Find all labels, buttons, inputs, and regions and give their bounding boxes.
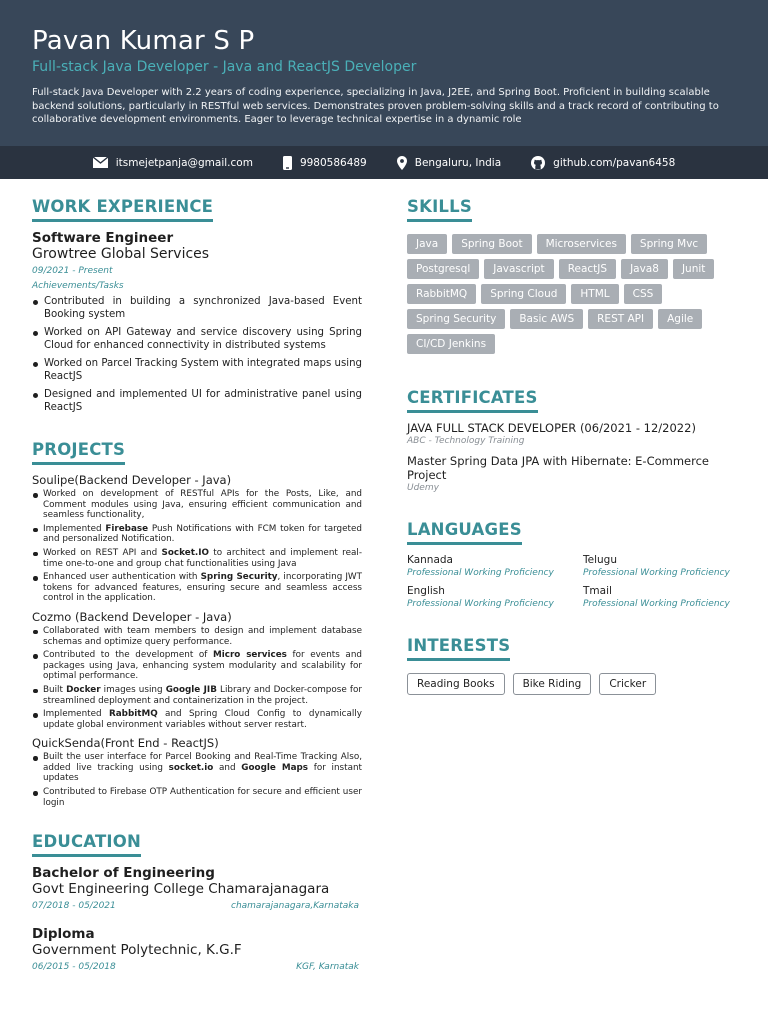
interest-tag: Reading Books: [407, 673, 505, 695]
language-item: [583, 584, 737, 610]
skill-tag: HTML: [571, 284, 618, 304]
right-column: [407, 197, 737, 695]
location-icon: [397, 156, 407, 170]
edu-place: chamarajanagara,Karnataka: [231, 901, 359, 912]
skill-tag: RabbitMQ: [407, 284, 476, 304]
skill-tag: Postgresql: [407, 259, 479, 279]
email-icon: [93, 157, 108, 168]
language-name: Telugu: [583, 554, 617, 566]
candidate-name: Pavan Kumar S P: [32, 26, 255, 56]
skills-section: [407, 197, 737, 354]
language-level: Professional Working Proficiency: [407, 599, 554, 609]
projects-section: [32, 440, 362, 808]
skill-tag: ReactJS: [559, 259, 616, 279]
edu-school: Govt Engineering College Chamarajanagara: [32, 881, 330, 898]
project-bullets: [32, 752, 362, 808]
skill-tag: Spring Boot: [452, 234, 531, 254]
candidate-subtitle: Full-stack Java Developer - Java and ReactJS Developer: [32, 59, 417, 75]
cert-issuer: ABC - Technology Training: [407, 436, 525, 446]
contact-email-text: itsmejetpanja@gmail.com: [115, 156, 253, 169]
job-title: Software Engineer: [32, 230, 174, 246]
list-item: Contributed to the development of Micro services for events and packages using Java, enhancing system modularity and scalability for optimal performance.: [32, 650, 362, 682]
language-name: English: [407, 585, 445, 597]
skill-tag: Microservices: [537, 234, 626, 254]
contact-location: [397, 156, 501, 170]
projects-title: PROJECTS: [32, 440, 125, 465]
github-icon: [531, 156, 545, 170]
left-column: [32, 197, 362, 974]
cert-issuer: Udemy: [407, 483, 439, 493]
list-item: Implemented RabbitMQ and Spring Cloud Config to dynamically update global environment variables without server restart.: [32, 709, 362, 730]
contact-location-text: Bengaluru, India: [414, 156, 502, 169]
skill-tag: REST API: [588, 309, 653, 329]
list-item: Worked on API Gateway and service discovery using Spring Cloud for enhanced connectivity in distributed systems: [32, 326, 362, 352]
list-item: Implemented Firebase Push Notifications with FCM token for targeted and personalized Notification.: [32, 524, 362, 545]
language-item: [407, 553, 583, 579]
edu-place: KGF, Karnatak: [296, 962, 359, 973]
language-level: Professional Working Proficiency: [583, 568, 730, 578]
interest-tag: Bike Riding: [513, 673, 592, 695]
education-section: [32, 832, 362, 974]
language-name: Kannada: [407, 554, 453, 566]
skill-tag: Javascript: [484, 259, 553, 279]
phone-icon: [283, 156, 292, 170]
skill-tag: Basic AWS: [510, 309, 583, 329]
list-item: Worked on REST API and Socket.IO to architect and implement real-time one-to-one and group chat functionalities using Java: [32, 548, 362, 569]
list-item: Worked on development of RESTful APIs for the Posts, Like, and Comment modules using Java, ensuring efficient communication and seamless functionality,: [32, 489, 362, 521]
list-item: Contributed in building a synchronized Java-based Event Booking system: [32, 295, 362, 321]
edu-date: 07/2018 - 05/2021: [32, 901, 116, 912]
project-name: Soulipe(Backend Developer - Java): [32, 473, 232, 487]
edu-degree: Bachelor of Engineering: [32, 865, 215, 882]
job-date: 09/2021 - Present: [32, 266, 113, 276]
work-experience-section: [32, 197, 362, 414]
certificates-section: [407, 388, 737, 494]
language-name: Tmail: [583, 585, 612, 597]
list-item: Worked on Parcel Tracking System with integrated maps using ReactJS: [32, 357, 362, 383]
language-item: [407, 584, 583, 610]
project-bullets: [32, 626, 362, 730]
job-bullets: [32, 295, 362, 414]
languages-section: [407, 520, 737, 610]
skill-tag: Agile: [658, 309, 702, 329]
skill-tag: Junit: [673, 259, 714, 279]
list-item: Designed and implemented UI for administrative panel using ReactJS: [32, 388, 362, 414]
contact-phone-text: 9980586489: [299, 156, 367, 169]
contact-email[interactable]: [93, 157, 253, 169]
skill-tag: Spring Cloud: [481, 284, 566, 304]
skill-tag: CI/CD Jenkins: [407, 334, 495, 354]
list-item: Built Docker images using Google JIB Library and Docker-compose for streamlined deployment and containerization in the project.: [32, 685, 362, 706]
skill-tag: CSS: [624, 284, 663, 304]
edu-school: Government Polytechnic, K.G.F: [32, 942, 242, 959]
skill-tag: Spring Mvc: [631, 234, 707, 254]
contact-bar: [0, 146, 768, 179]
project-name: Cozmo (Backend Developer - Java): [32, 609, 232, 624]
list-item: Enhanced user authentication with Spring Security, incorporating JWT tokens for advanced features, ensuring secure and seamless access control in the application.: [32, 572, 362, 604]
list-item: Contributed to Firebase OTP Authentication for secure and efficient user login: [32, 787, 362, 808]
interests-section: [407, 636, 737, 695]
edu-date: 06/2015 - 05/2018: [32, 962, 116, 973]
cert-name: JAVA FULL STACK DEVELOPER (06/2021 - 12/2022): [407, 421, 696, 435]
summary-text: Full-stack Java Developer with 2.2 years of coding experience, specializing in Java, J2EE, and Spring Boot. Proficient in building scalable backend solutions, particularly in RESTful web services. Demonstrates proven problem-solving skills and a track record of contributing to collaborative development environments. Eager to leverage technical expertise in a dynamic role: [32, 87, 719, 125]
languages-title: LANGUAGES: [407, 520, 522, 545]
company-name: Growtree Global Services: [32, 246, 210, 262]
certificates-title: CERTIFICATES: [407, 388, 538, 413]
edu-meta: [32, 961, 359, 974]
list-item: Built the user interface for Parcel Booking and Real-Time Tracking Also, added live tracking using socket.io and Google Maps for instant updates: [32, 752, 362, 784]
contact-phone[interactable]: [283, 156, 367, 170]
skill-tag: Spring Security: [407, 309, 505, 329]
project-bullets: [32, 489, 362, 604]
skills-title: SKILLS: [407, 197, 472, 222]
edu-meta: [32, 900, 359, 913]
resume-header: [0, 0, 768, 146]
languages-list: [407, 553, 737, 610]
language-level: Professional Working Proficiency: [583, 599, 730, 609]
list-item: Collaborated with team members to design and implement database schemas and optimize query performance.: [32, 626, 362, 647]
work-experience-title: WORK EXPERIENCE: [32, 197, 213, 222]
language-item: [583, 553, 737, 579]
contact-github-text: github.com/pavan6458: [553, 156, 676, 169]
education-title: EDUCATION: [32, 832, 141, 857]
interests-title: INTERESTS: [407, 636, 510, 661]
skill-tag: Java: [407, 234, 447, 254]
skill-tag: Java8: [621, 259, 668, 279]
language-level: Professional Working Proficiency: [407, 568, 554, 578]
edu-degree: Diploma: [32, 926, 95, 943]
skills-list: [407, 234, 737, 354]
achievements-label: Achievements/Tasks: [32, 281, 124, 291]
interest-tag: Cricker: [599, 673, 656, 695]
contact-github[interactable]: [531, 156, 675, 170]
interests-list: [407, 673, 737, 695]
cert-name: Master Spring Data JPA with Hibernate: E-Commerce Project: [407, 454, 710, 482]
project-name: QuickSenda(Front End - ReactJS): [32, 736, 219, 751]
